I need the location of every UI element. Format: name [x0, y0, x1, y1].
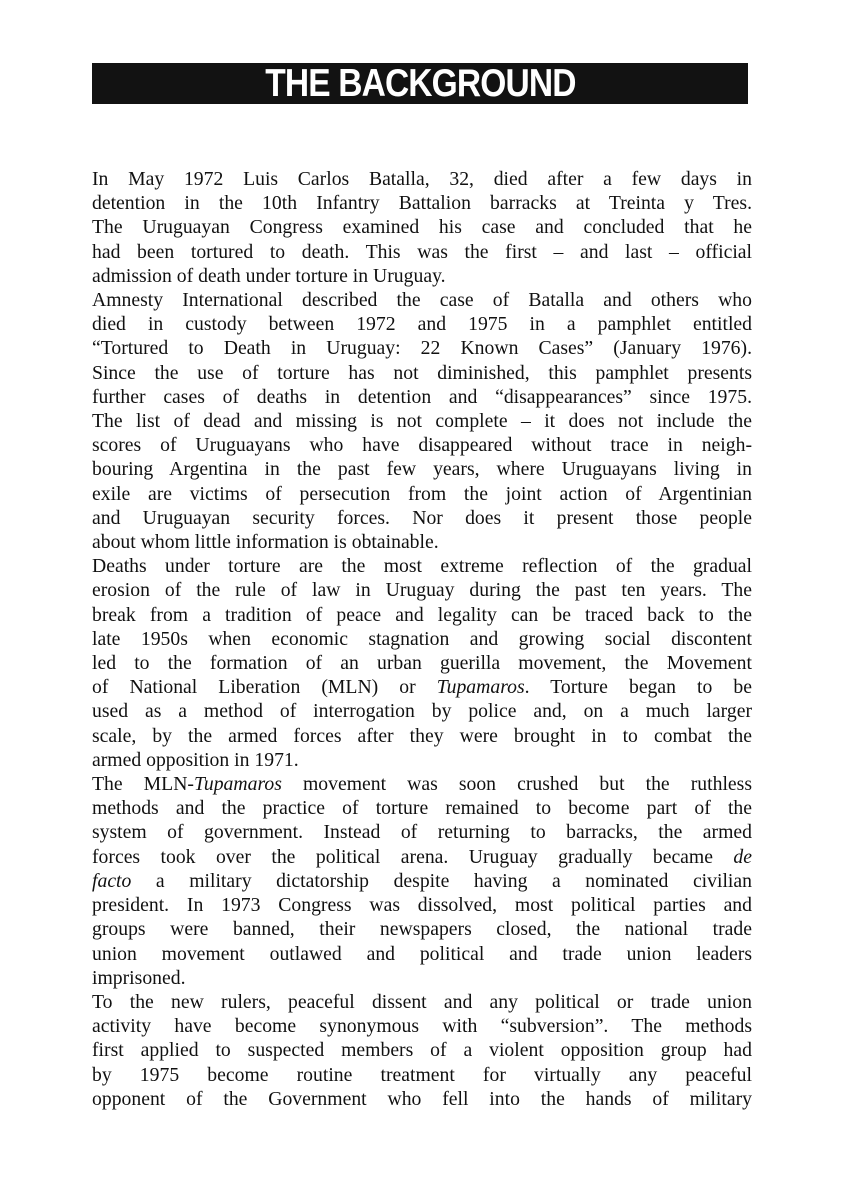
text-segment: The MLN-: [92, 773, 194, 796]
text-line: had been tortured to death. This was the first – and last – official: [92, 240, 752, 263]
text-line: In May 1972 Luis Carlos Batalla, 32, died after a few days in: [92, 168, 752, 190]
text-line: union movement outlawed and political and trade union leaders: [92, 942, 752, 965]
heading-banner: [92, 63, 748, 104]
text-line: [92, 772, 752, 796]
italic-term: Tupamaros: [193, 773, 282, 796]
text-line: Deaths under torture are the most extreme reflection of the gradual: [92, 555, 752, 578]
text-segment: a military dictatorship despite having a nominated civilian: [131, 869, 752, 892]
text-line: The list of dead and missing is not complete – it does not include the: [92, 410, 752, 433]
text-line: opponent of the Government who fell into the hands of military: [92, 1087, 752, 1110]
text-line: activity have become synonymous with “subversion”. The methods: [92, 1015, 752, 1038]
paragraph: [92, 990, 752, 1111]
text-line: Amnesty International described the case of Batalla and others who: [92, 289, 752, 312]
text-line: “Tortured to Death in Uruguay: 22 Known Cases” (January 1976).: [92, 337, 752, 360]
text-line: used as a method of interrogation by police and, on a much larger: [92, 700, 752, 723]
text-line: admission of death under torture in Uruguay.: [92, 264, 446, 287]
text-segment: forces took over the political arena. Uruguay gradually became: [92, 845, 734, 868]
italic-term: de: [733, 845, 752, 868]
text-line: [92, 675, 752, 699]
text-line: further cases of deaths in detention and “disappearances” since 1975.: [92, 385, 752, 408]
text-line: president. In 1973 Congress was dissolved, most political parties and: [92, 894, 752, 917]
paragraph: [92, 772, 752, 990]
text-line: Since the use of torture has not diminished, this pamphlet presents: [92, 361, 752, 384]
paragraph: [92, 554, 752, 772]
italic-term: Tupamaros: [436, 676, 525, 699]
text-line: [92, 845, 752, 869]
text-line: detention in the 10th Infantry Battalion barracks at Treinta y Tres.: [92, 192, 752, 215]
text-line: and Uruguayan security forces. Nor does it present those people: [92, 506, 752, 529]
text-segment: of National Liberation (MLN) or: [92, 676, 437, 699]
paragraph: [92, 167, 752, 288]
text-line: led to the formation of an urban guerilla movement, the Movement: [92, 652, 752, 675]
text-line: break from a tradition of peace and legality can be traced back to the: [92, 603, 752, 626]
text-line: about whom little information is obtainable.: [92, 531, 439, 554]
article-body: [92, 167, 752, 1111]
text-line: groups were banned, their newspapers closed, the national trade: [92, 918, 752, 941]
text-line: methods and the practice of torture remained to become part of the: [92, 797, 752, 820]
text-line: late 1950s when economic stagnation and growing social discontent: [92, 627, 752, 650]
text-line: scores of Uruguayans who have disappeared without trace in neigh-: [92, 434, 752, 457]
text-line: imprisoned.: [92, 966, 186, 989]
italic-term: facto: [92, 869, 132, 892]
paragraph: [92, 288, 752, 554]
text-line: system of government. Instead of returning to barracks, the armed: [92, 821, 752, 844]
text-line: bouring Argentina in the past few years, where Uruguayans living in: [92, 458, 752, 481]
text-line: exile are victims of persecution from the joint action of Argentinian: [92, 482, 752, 505]
text-segment: movement was soon crushed but the ruthless: [281, 773, 752, 796]
text-segment: . Torture began to be: [524, 676, 752, 699]
text-line: [92, 869, 752, 893]
text-line: scale, by the armed forces after they were brought in to combat the: [92, 724, 752, 747]
text-line: erosion of the rule of law in Uruguay during the past ten years. The: [92, 579, 752, 602]
text-line: armed opposition in 1971.: [92, 748, 299, 771]
text-line: To the new rulers, peaceful dissent and any political or trade union: [92, 990, 752, 1013]
text-line: died in custody between 1972 and 1975 in a pamphlet entitled: [92, 313, 752, 336]
text-line: first applied to suspected members of a violent opposition group had: [92, 1039, 752, 1062]
page-title: THE BACKGROUND: [264, 62, 576, 105]
text-line: by 1975 become routine treatment for virtually any peaceful: [92, 1063, 752, 1086]
text-line: The Uruguayan Congress examined his case and concluded that he: [92, 216, 752, 239]
